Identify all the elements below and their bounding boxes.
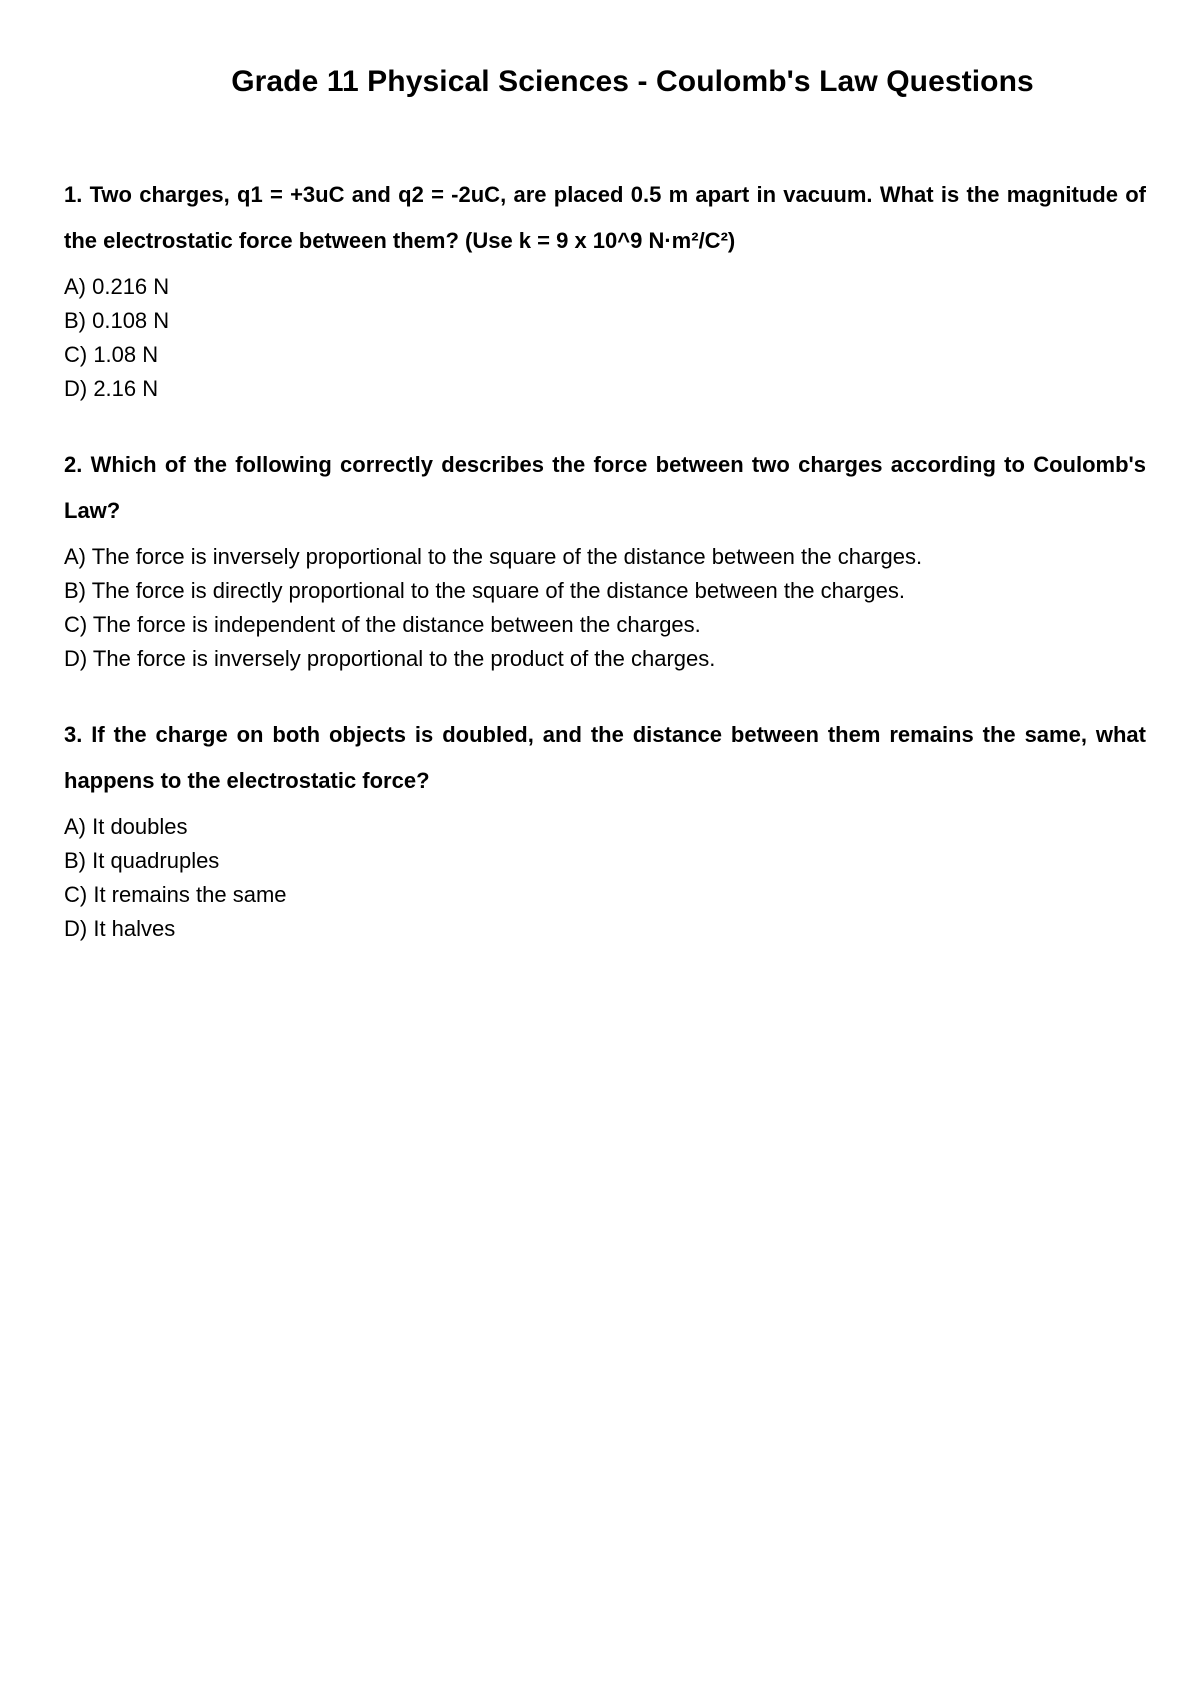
- question-3: [64, 712, 1146, 946]
- option-c: C) 1.08 N: [64, 342, 159, 367]
- option-a: A) 0.216 N: [64, 274, 170, 299]
- question-2: [64, 442, 1146, 676]
- option-list: [64, 270, 1146, 406]
- option-b: B) 0.108 N: [64, 308, 170, 333]
- page-title: Grade 11 Physical Sciences - Coulomb's Law Questions: [231, 65, 1034, 98]
- question-stem: 3. If the charge on both objects is doubled, and the distance between them remains the same, what happens to the electrostatic force?: [64, 722, 1146, 793]
- option-a: A) It doubles: [64, 814, 188, 839]
- option-a: A) The force is inversely proportional to the square of the distance between the charges.: [64, 544, 923, 569]
- option-d: D) The force is inversely proportional to the product of the charges.: [64, 646, 716, 671]
- question-stem: 2. Which of the following correctly describes the force between two charges according to Coulomb's Law?: [64, 452, 1146, 523]
- option-list: [64, 810, 1146, 946]
- option-b: B) The force is directly proportional to the square of the distance between the charges.: [64, 578, 905, 603]
- option-d: D) It halves: [64, 916, 176, 941]
- option-c: C) It remains the same: [64, 882, 287, 907]
- question-1: [64, 172, 1146, 406]
- option-list: [64, 540, 1146, 676]
- question-stem: 1. Two charges, q1 = +3uC and q2 = -2uC, are placed 0.5 m apart in vacuum. What is the magnitude of the electrostatic force between them? (Use k = 9 x 10^9 N·m²/C²): [64, 182, 1146, 253]
- option-c: C) The force is independent of the distance between the charges.: [64, 612, 701, 637]
- option-b: B) It quadruples: [64, 848, 220, 873]
- option-d: D) 2.16 N: [64, 376, 159, 401]
